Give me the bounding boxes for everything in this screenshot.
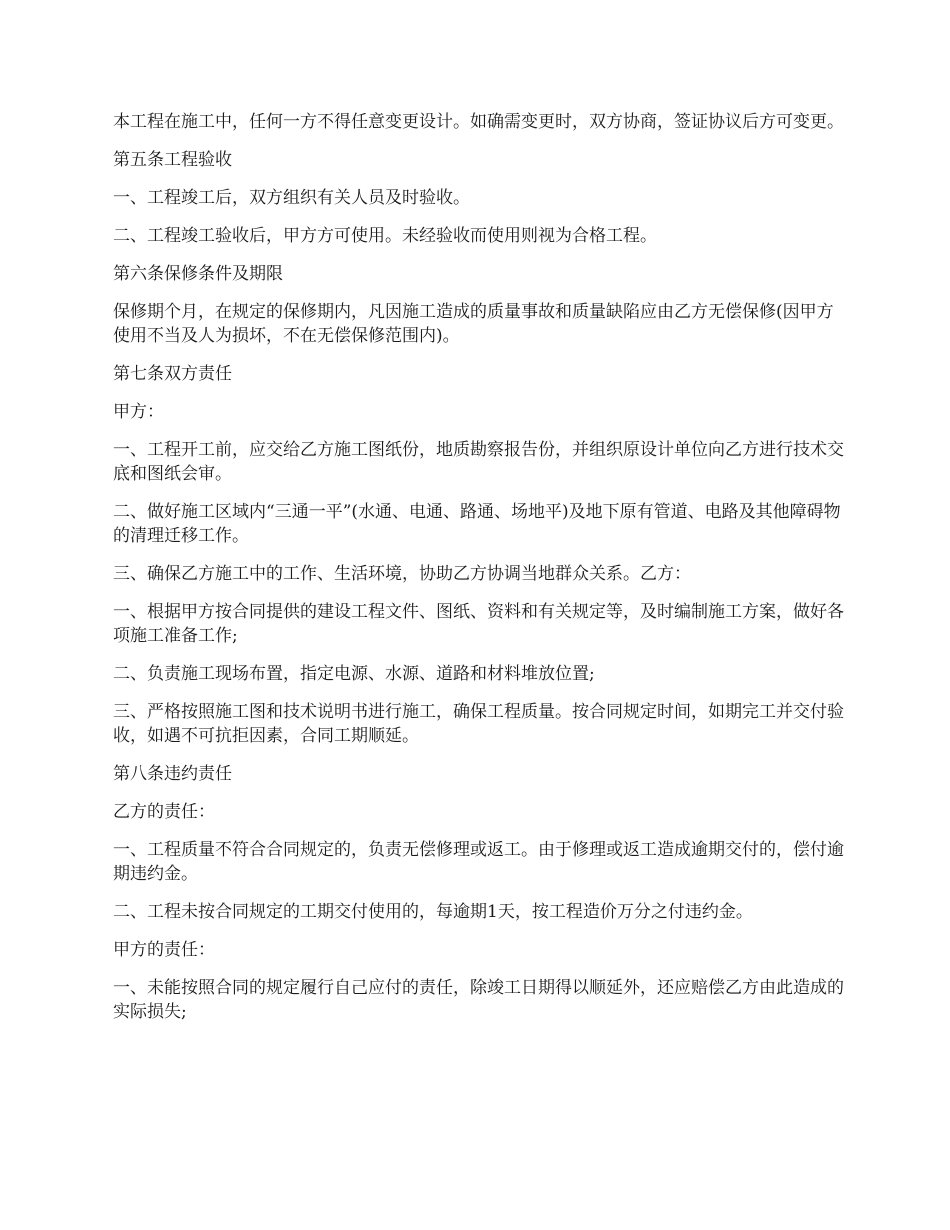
paragraph: 二、负责施工现场布置，指定电源、水源、道路和材料堆放位置; bbox=[113, 664, 595, 684]
paragraph: 一、工程开工前，应交给乙方施工图纸份，地质勘察报告份，并组织原设计单位向乙方进行技术交底和图纸会审。 bbox=[113, 440, 844, 484]
paragraph: 一、根据甲方按合同提供的建设工程文件、图纸、资料和有关规定等，及时编制施工方案，做好各项施工准备工作; bbox=[113, 602, 844, 646]
heading-article-5: 第五条工程验收 bbox=[113, 150, 232, 170]
party-a-label: 甲方： bbox=[113, 402, 164, 422]
paragraph: 一、未能按照合同的规定履行自己应付的责任，除竣工日期得以顺延外，还应赔偿乙方由此造成的实际损失; bbox=[113, 978, 844, 1022]
paragraph: 二、工程未按合同规定的工期交付使用的，每逾期1天，按工程造价万分之付违约金。 bbox=[113, 902, 753, 922]
paragraph: 二、工程竣工验收后，甲方方可使用。未经验收而使用则视为合格工程。 bbox=[113, 226, 657, 246]
paragraph: 一、工程质量不符合合同规定的，负责无偿修理或返工。由于修理或返工造成逾期交付的，偿付逾期违约金。 bbox=[113, 840, 844, 884]
heading-article-7: 第七条双方责任 bbox=[113, 364, 232, 384]
paragraph: 保修期个月，在规定的保修期内，凡因施工造成的质量事故和质量缺陷应由乙方无偿保修(因甲方使用不当及人为损坏，不在无偿保修范围内)。 bbox=[113, 302, 834, 346]
heading-article-8: 第八条违约责任 bbox=[113, 764, 232, 784]
paragraph: 二、做好施工区域内“三通一平”(水通、电通、路通、场地平)及地下原有管道、电路及其他障碍物的清理迁移工作。 bbox=[113, 502, 841, 546]
heading-article-6: 第六条保修条件及期限 bbox=[113, 264, 283, 284]
party-b-liability-label: 乙方的责任： bbox=[113, 802, 215, 822]
party-a-liability-label: 甲方的责任： bbox=[113, 940, 215, 960]
paragraph-design-change: 本工程在施工中，任何一方不得任意变更设计。如确需变更时，双方协商，签证协议后方可变更。 bbox=[113, 112, 844, 132]
document-body bbox=[113, 110, 845, 1038]
paragraph: 一、工程竣工后，双方组织有关人员及时验收。 bbox=[113, 188, 470, 208]
paragraph: 三、严格按照施工图和技术说明书进行施工，确保工程质量。按合同规定时间，如期完工并交付验收，如遇不可抗拒因素，合同工期顺延。 bbox=[113, 702, 844, 746]
paragraph: 三、确保乙方施工中的工作、生活环境，协助乙方协调当地群众关系。乙方： bbox=[113, 564, 691, 584]
